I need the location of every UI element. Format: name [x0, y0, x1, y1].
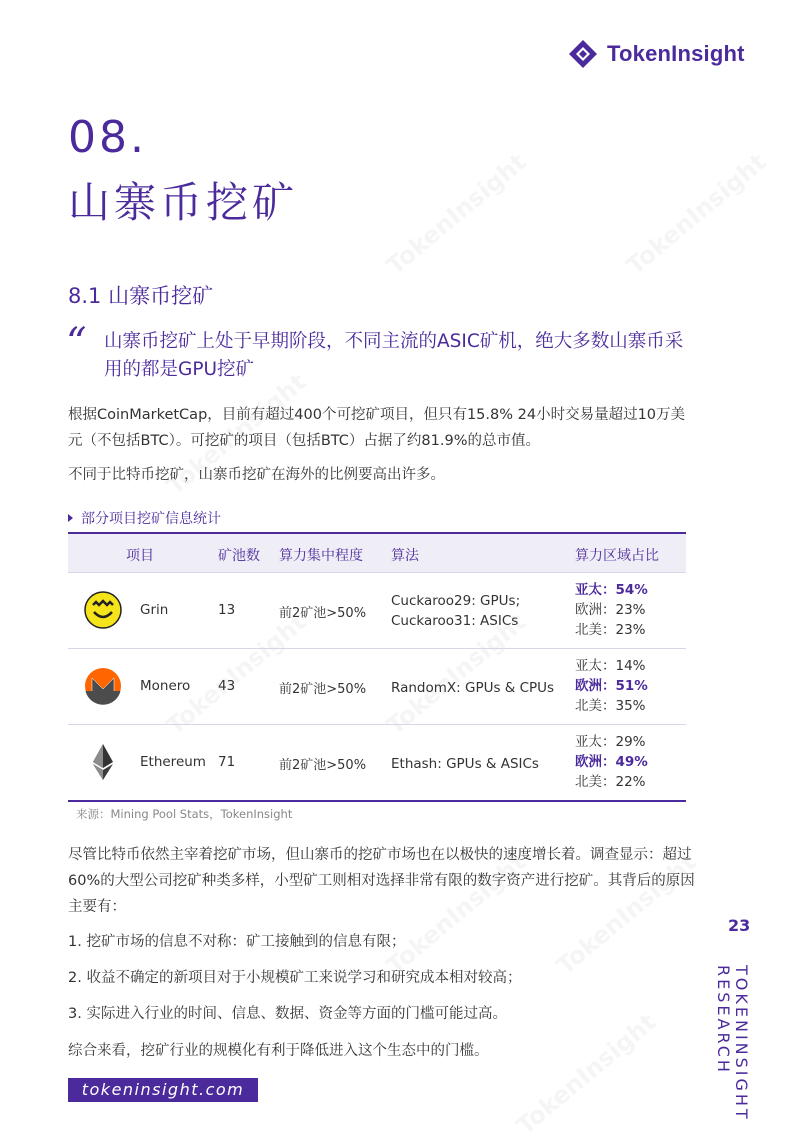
col-header-project: 项目 — [126, 548, 154, 564]
region-share: 欧洲：49% — [575, 754, 648, 770]
col-header-algorithm: 算法 — [391, 548, 419, 564]
list-item: 3. 实际进入行业的时间、信息、数据、资金等方面的门槛可能过高。 — [68, 1006, 507, 1022]
region-share: 北美：35% — [575, 698, 646, 714]
region-share: 亚太：54% — [575, 582, 648, 598]
table-header — [68, 534, 686, 572]
brand-logo — [567, 38, 745, 70]
pull-quote: 山寨币挖矿上处于早期阶段，不同主流的ASIC矿机，绝大多数山寨币采用的都是GPU挖矿 — [104, 331, 684, 380]
region-share: 北美：22% — [575, 774, 646, 790]
table-caption — [68, 508, 221, 528]
algorithm — [391, 678, 571, 698]
table-source: 来源：Mining Pool Stats，TokenInsight — [76, 807, 293, 821]
region-share: 欧洲：51% — [575, 678, 648, 694]
list-item: 2. 收益不确定的新项目对于小规模矿工来说学习和研究成本相对较高； — [68, 970, 522, 986]
page-number: 23 — [728, 916, 751, 935]
grin-icon — [84, 591, 122, 629]
project-name: Grin — [140, 602, 169, 618]
algorithm-line: RandomX: GPUs & CPUs — [391, 680, 555, 696]
pool-count: 71 — [218, 754, 236, 770]
chapter-number: 08. — [68, 112, 147, 163]
paragraph: 不同于比特币挖矿，山寨币挖矿在海外的比例要高出许多。 — [68, 467, 445, 483]
chapter-title: 山寨币挖矿 — [68, 178, 299, 227]
caret-right-icon — [68, 514, 73, 522]
paragraph: 综合来看，挖矿行业的规模化有利于降低进入这个生态中的门槛。 — [68, 1043, 489, 1059]
pool-count: 13 — [218, 602, 236, 618]
vertical-brand — [714, 965, 750, 1122]
watermark — [381, 148, 531, 280]
concentration: 前2矿池>50% — [279, 606, 367, 621]
region-share: 亚太：29% — [575, 734, 646, 750]
algorithm-line: Ethash: GPUs & ASICs — [391, 756, 539, 772]
ethereum-icon — [84, 743, 122, 781]
table-title: 部分项目挖矿信息统计 — [81, 511, 221, 527]
project-name: Ethereum — [140, 754, 206, 770]
algorithm-line: Cuckaroo31: ASICs — [391, 613, 519, 629]
pool-count: 43 — [218, 678, 236, 694]
table-row — [68, 572, 686, 648]
algorithm-line: Cuckaroo29: GPUs; — [391, 593, 521, 609]
algorithm — [391, 754, 571, 774]
table-row — [68, 648, 686, 724]
col-header-concentration: 算力集中程度 — [279, 548, 363, 564]
region-distribution — [575, 732, 648, 792]
project-name: Monero — [140, 678, 191, 694]
paragraph: 尽管比特币依然主宰着挖矿市场，但山寨币的挖矿市场也在以极快的速度增长着。调查显示：超过60%的大型公司挖矿种类多样，小型矿工则相对选择非常有限的数字资产进行挖矿。其背后的原因主要有： — [68, 847, 695, 915]
concentration: 前2矿池>50% — [279, 758, 367, 773]
concentration: 前2矿池>50% — [279, 682, 367, 697]
watermark — [511, 1008, 661, 1140]
tokeninsight-logo-icon — [567, 38, 599, 70]
monero-icon — [84, 667, 122, 705]
table-row — [68, 724, 686, 800]
region-share: 欧洲：23% — [575, 602, 646, 618]
quote-mark-icon: “ — [66, 320, 87, 366]
col-header-region: 算力区域占比 — [575, 548, 659, 564]
mining-stats-table — [68, 532, 686, 802]
region-share: 亚太：14% — [575, 658, 646, 674]
region-distribution — [575, 580, 648, 640]
vertical-brand-line: RESEARCH — [714, 965, 733, 1075]
region-distribution — [575, 656, 648, 716]
brand-name: TokenInsight — [607, 41, 745, 66]
section-title: 8.1 山寨币挖矿 — [68, 284, 214, 308]
col-header-pools: 矿池数 — [218, 548, 260, 564]
paragraph: 根据CoinMarketCap，目前有超过400个可挖矿项目，但只有15.8% 24小时交易量超过10万美元（不包括BTC）。可挖矿的项目（包括BTC）占据了约81.9%的总市值。 — [68, 407, 686, 449]
footer-url[interactable]: tokeninsight.com — [68, 1078, 258, 1102]
algorithm — [391, 591, 571, 631]
vertical-brand-line: TOKENINSIGHT — [732, 965, 751, 1122]
region-share: 北美：23% — [575, 622, 646, 638]
watermark — [621, 148, 771, 280]
list-item: 1. 挖矿市场的信息不对称：矿工接触到的信息有限； — [68, 934, 406, 950]
